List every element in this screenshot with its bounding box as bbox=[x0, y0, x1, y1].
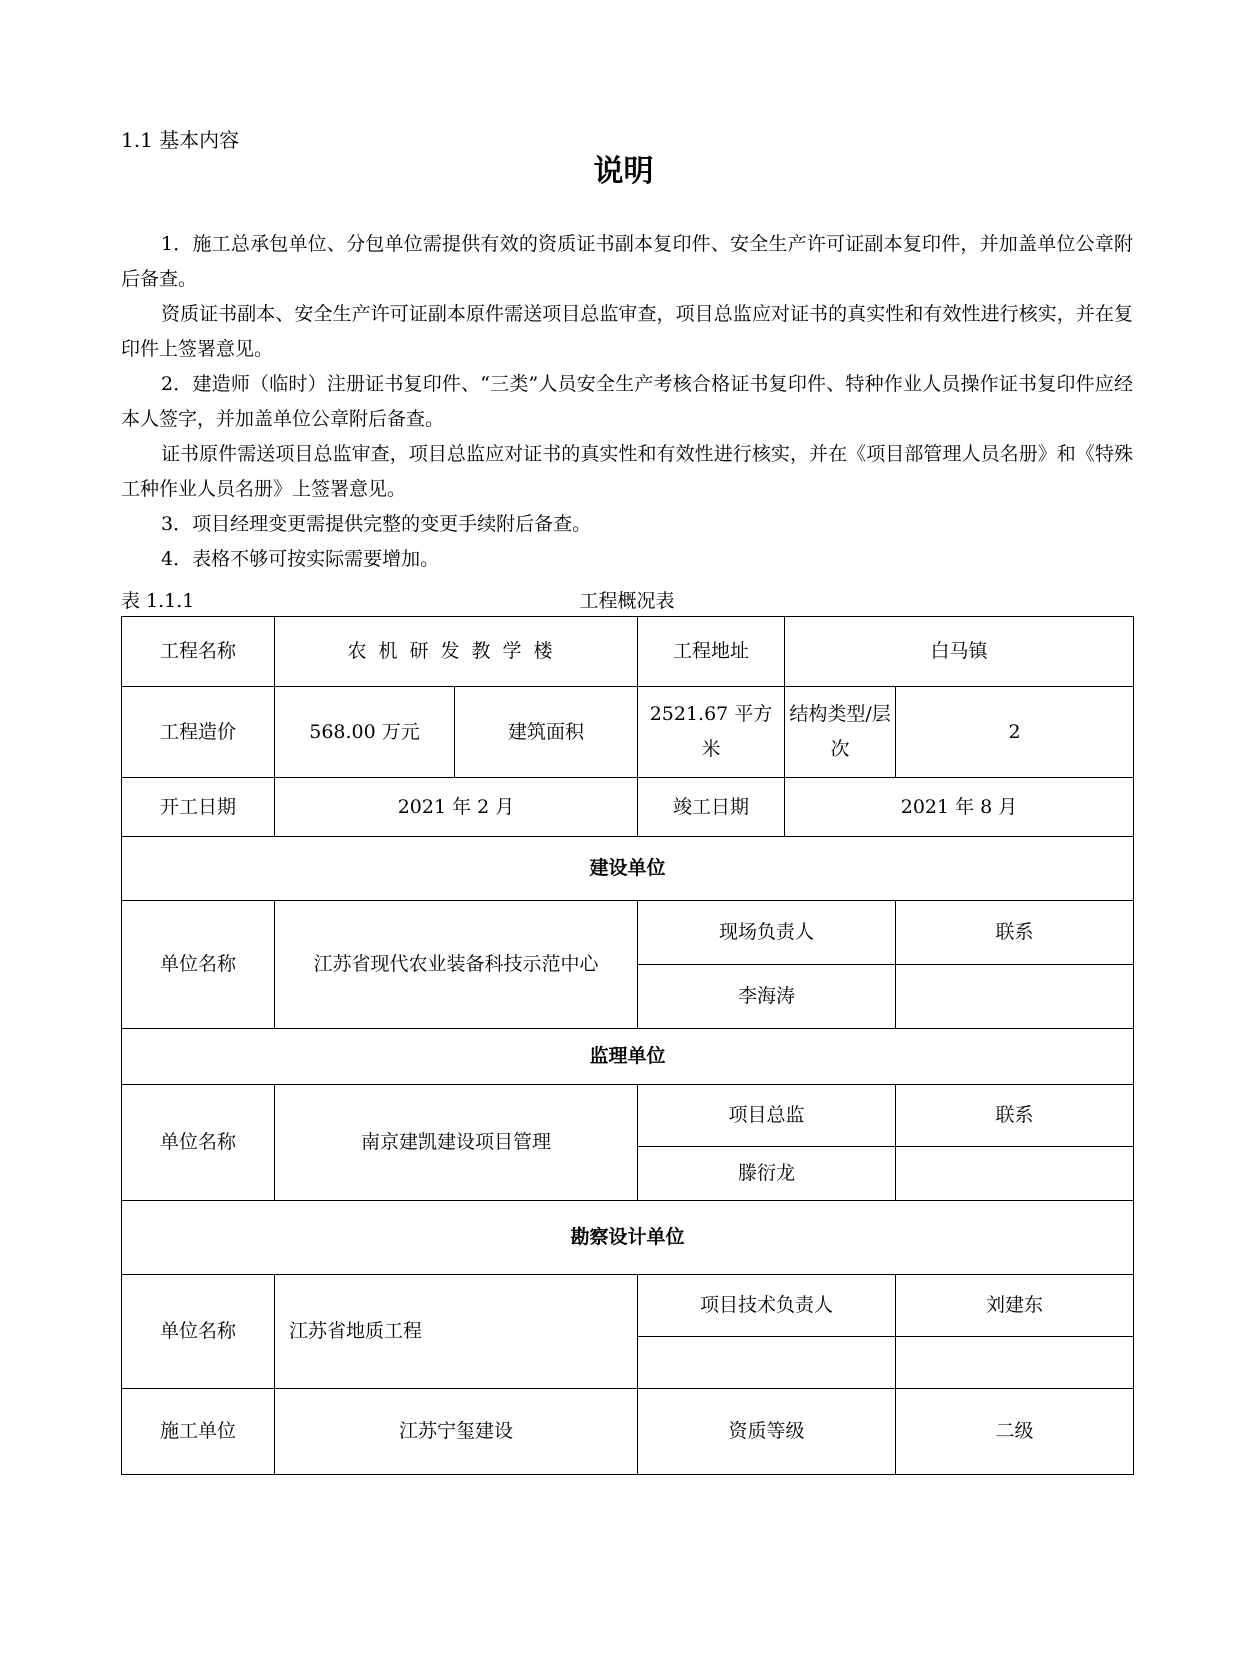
table-row bbox=[122, 1201, 1134, 1275]
table-number: 表 1.1.1 bbox=[121, 590, 195, 612]
paragraph-1: 1．施工总承包单位、分包单位需提供有效的资质证书副本复印件、安全生产许可证副本复印件，并加盖单位公章附后备查。 bbox=[121, 233, 1133, 290]
supervisor-role-label: 项目总监 bbox=[638, 1085, 896, 1147]
paragraph-5: 3．项目经理变更需提供完整的变更手续附后备查。 bbox=[161, 513, 592, 535]
builder-contact-label: 联系 bbox=[896, 901, 1134, 965]
survey-empty-cell bbox=[638, 1337, 896, 1389]
table-row bbox=[122, 1029, 1134, 1085]
survey-empty-cell bbox=[896, 1337, 1134, 1389]
instructions bbox=[121, 227, 1133, 577]
supervisor-name-label: 单位名称 bbox=[122, 1085, 275, 1201]
grade-label: 资质等级 bbox=[638, 1389, 896, 1475]
builder-phone bbox=[896, 965, 1134, 1029]
finish-date-label: 竣工日期 bbox=[638, 778, 785, 837]
grade-value: 二级 bbox=[896, 1389, 1134, 1475]
table-row bbox=[122, 837, 1134, 901]
survey-name-label: 单位名称 bbox=[122, 1275, 275, 1389]
table-row bbox=[122, 687, 1134, 778]
structure-value: 2 bbox=[896, 687, 1134, 778]
supervisor-section-title: 监理单位 bbox=[122, 1029, 1134, 1085]
paragraph-2: 资质证书副本、安全生产许可证副本原件需送项目总监审查，项目总监应对证书的真实性和有效性进行核实，并在复印件上签署意见。 bbox=[121, 303, 1133, 360]
project-overview-table bbox=[121, 616, 1134, 1475]
area-value: 2521.67 平方米 bbox=[638, 687, 785, 778]
supervisor-name: 南京建凯建设项目管理 bbox=[275, 1085, 638, 1201]
table-row bbox=[122, 1389, 1134, 1475]
builder-person: 李海涛 bbox=[638, 965, 896, 1029]
survey-section-title: 勘察设计单位 bbox=[122, 1201, 1134, 1275]
table-row bbox=[122, 901, 1134, 965]
table-row bbox=[122, 617, 1134, 687]
address-label: 工程地址 bbox=[638, 617, 785, 687]
contractor-name: 江苏宁玺建设 bbox=[275, 1389, 638, 1475]
project-name-label: 工程名称 bbox=[122, 617, 275, 687]
supervisor-person: 滕衍龙 bbox=[638, 1147, 896, 1201]
cost-label: 工程造价 bbox=[122, 687, 275, 778]
builder-name: 江苏省现代农业装备科技示范中心 bbox=[275, 901, 638, 1029]
supervisor-phone bbox=[896, 1147, 1134, 1201]
start-date: 2021 年 2 月 bbox=[275, 778, 638, 837]
section-heading: 1.1 基本内容 bbox=[121, 128, 240, 152]
page-title: 说明 bbox=[593, 154, 654, 189]
survey-name: 江苏省地质工程 bbox=[275, 1275, 638, 1389]
paragraph-3: 2．建造师（临时）注册证书复印件、“三类”人员安全生产考核合格证书复印件、特种作业人员操作证书复印件应经本人签字，并加盖单位公章附后备查。 bbox=[121, 373, 1133, 430]
paragraph-4: 证书原件需送项目总监审查，项目总监应对证书的真实性和有效性进行核实，并在《项目部管理人员名册》和《特殊工种作业人员名册》上签署意见。 bbox=[121, 443, 1133, 500]
address: 白马镇 bbox=[785, 617, 1134, 687]
table-row bbox=[122, 1085, 1134, 1147]
survey-person: 刘建东 bbox=[896, 1275, 1134, 1337]
supervisor-contact-label: 联系 bbox=[896, 1085, 1134, 1147]
builder-name-label: 单位名称 bbox=[122, 901, 275, 1029]
table-row bbox=[122, 1275, 1134, 1337]
project-name: 农机研发教学楼 bbox=[275, 617, 638, 687]
survey-role-label: 项目技术负责人 bbox=[638, 1275, 896, 1337]
contractor-label: 施工单位 bbox=[122, 1389, 275, 1475]
table-title: 工程概况表 bbox=[579, 590, 675, 612]
structure-label: 结构类型/层次 bbox=[785, 687, 896, 778]
paragraph-6: 4．表格不够可按实际需要增加。 bbox=[161, 548, 440, 570]
finish-date: 2021 年 8 月 bbox=[785, 778, 1134, 837]
builder-role-label: 现场负责人 bbox=[638, 901, 896, 965]
builder-section-title: 建设单位 bbox=[122, 837, 1134, 901]
cost-value: 568.00 万元 bbox=[275, 687, 455, 778]
start-date-label: 开工日期 bbox=[122, 778, 275, 837]
area-label: 建筑面积 bbox=[455, 687, 638, 778]
table-row bbox=[122, 778, 1134, 837]
